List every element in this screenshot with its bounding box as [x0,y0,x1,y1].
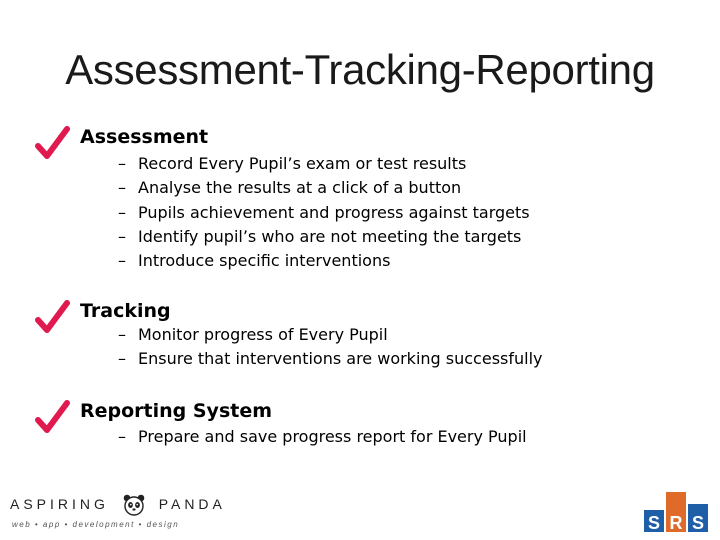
logo-word-aspiring: ASPIRING [10,495,109,512]
dash-icon: – [118,178,126,198]
list-item: – Prepare and save progress report for Every Pupil [118,425,527,449]
logo-wordmark [10,494,226,516]
list-item: – Ensure that interventions are working successfully [118,347,543,371]
section-heading: Tracking [80,300,171,322]
checkmark-icon [34,400,74,436]
srs-letter-s1: S [647,513,661,533]
section-tracking [34,300,694,380]
section-reporting-system [34,400,694,460]
list-item: – Introduce specific interventions [118,249,530,273]
section-heading: Reporting System [80,400,273,422]
srs-logo [642,490,712,534]
list-item: – Monitor progress of Every Pupil [118,323,543,347]
dash-icon: – [118,325,126,344]
list-item: – Analyse the results at a click of a button [118,176,530,200]
dash-icon: – [118,226,126,246]
srs-letter-s2: S [691,513,705,533]
dash-icon: – [118,251,126,271]
panda-icon [123,494,145,516]
bullet-list [118,425,527,449]
checkmark-icon [34,126,74,162]
dash-icon: – [118,202,126,222]
section-assessment [34,126,694,276]
bullet-list [118,152,530,273]
aspiring-panda-logo [10,488,226,534]
logo-word-panda: PANDA [158,495,226,512]
list-item: – Identify pupil’s who are not meeting the targets [118,225,530,249]
slide-title: Assessment-Tracking-Reporting [65,46,655,93]
bullet-list [118,323,543,372]
list-item: – Record Every Pupil’s exam or test results [118,152,530,176]
checkmark-icon [34,300,74,336]
dash-icon: – [118,349,126,369]
srs-letter-r: R [669,513,683,533]
list-item: – Pupils achievement and progress against targets [118,201,530,225]
dash-icon: – [118,154,126,173]
dash-icon: – [118,427,126,446]
logo-tagline: web • app • development • design [12,520,180,529]
section-heading: Assessment [80,126,209,148]
